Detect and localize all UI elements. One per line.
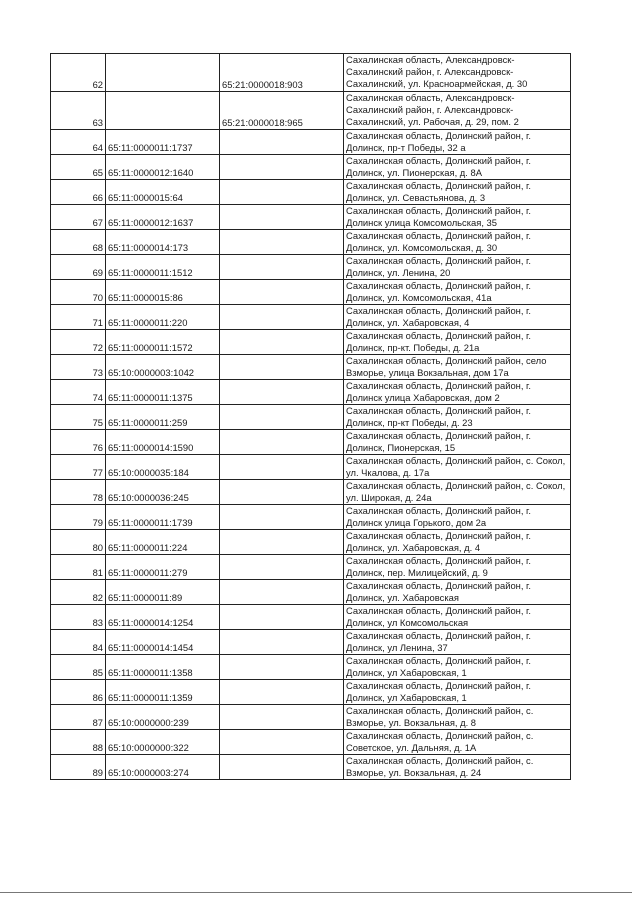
table-row bbox=[51, 230, 571, 255]
address: Сахалинская область, Долинский район, г. Долинск, ул Хабаровская, 1 bbox=[344, 680, 571, 705]
cadastral-number-alt bbox=[220, 555, 344, 580]
cadastral-number-alt bbox=[220, 655, 344, 680]
cadastral-number: 65:11:0000012:1637 bbox=[106, 205, 220, 230]
row-number: 73 bbox=[51, 355, 106, 380]
table-row bbox=[51, 155, 571, 180]
cadastral-number-alt bbox=[220, 180, 344, 205]
cadastral-number-alt bbox=[220, 230, 344, 255]
cadastral-number-alt bbox=[220, 130, 344, 155]
table-row bbox=[51, 54, 571, 92]
row-number: 71 bbox=[51, 305, 106, 330]
cadastral-number-alt bbox=[220, 330, 344, 355]
cadastral-number-alt bbox=[220, 255, 344, 280]
cadastral-number: 65:10:0000000:239 bbox=[106, 705, 220, 730]
cadastral-number: 65:11:0000011:1358 bbox=[106, 655, 220, 680]
row-number: 87 bbox=[51, 705, 106, 730]
row-number: 78 bbox=[51, 480, 106, 505]
row-number: 89 bbox=[51, 755, 106, 780]
table-row bbox=[51, 480, 571, 505]
address: Сахалинская область, Долинский район, г. Долинск, ул. Комсомольская, 41а bbox=[344, 280, 571, 305]
row-number: 86 bbox=[51, 680, 106, 705]
cadastral-number: 65:11:0000011:1572 bbox=[106, 330, 220, 355]
address: Сахалинская область, Долинский район, с. Сокол, ул. Чкалова, д. 17а bbox=[344, 455, 571, 480]
row-number: 80 bbox=[51, 530, 106, 555]
address: Сахалинская область, Долинский район, г. Долинск, ул. Хабаровская bbox=[344, 580, 571, 605]
address: Сахалинская область, Долинский район, г. Долинск улица Комсомольская, 35 bbox=[344, 205, 571, 230]
address: Сахалинская область, Долинский район, г. Долинск, ул. Хабаровская, д. 4 bbox=[344, 530, 571, 555]
address: Сахалинская область, Александровск-Сахалинский район, г. Александровск-Сахалинский, ул. Красноармейская, д. 30 bbox=[344, 54, 571, 92]
cadastral-number: 65:11:0000011:1512 bbox=[106, 255, 220, 280]
address: Сахалинская область, Долинский район, г. Долинск, пр-кт. Победы, д. 21а bbox=[344, 330, 571, 355]
address: Сахалинская область, Долинский район, г. Долинск, ул. Ленина, 20 bbox=[344, 255, 571, 280]
cadastral-number: 65:11:0000015:64 bbox=[106, 180, 220, 205]
cadastral-number-alt bbox=[220, 730, 344, 755]
cadastral-number-alt bbox=[220, 155, 344, 180]
address: Сахалинская область, Долинский район, г. Долинск, пер. Милицейский, д. 9 bbox=[344, 555, 571, 580]
address: Сахалинская область, Долинский район, с. Взморье, ул. Вокзальная, д. 24 bbox=[344, 755, 571, 780]
row-number: 88 bbox=[51, 730, 106, 755]
cadastral-number-alt bbox=[220, 205, 344, 230]
table-row bbox=[51, 530, 571, 555]
cadastral-number: 65:11:0000011:220 bbox=[106, 305, 220, 330]
address: Сахалинская область, Долинский район, г. Долинск улица Горького, дом 2а bbox=[344, 505, 571, 530]
property-table bbox=[50, 53, 571, 780]
row-number: 85 bbox=[51, 655, 106, 680]
cadastral-number-alt bbox=[220, 305, 344, 330]
table-row bbox=[51, 630, 571, 655]
cadastral-number: 65:11:0000012:1640 bbox=[106, 155, 220, 180]
cadastral-number: 65:11:0000011:1359 bbox=[106, 680, 220, 705]
cadastral-number-alt bbox=[220, 755, 344, 780]
address: Сахалинская область, Александровск-Сахалинский район, г. Александровск-Сахалинский, ул. Рабочая, д. 29, пом. 2 bbox=[344, 92, 571, 130]
cadastral-number-alt: 65:21:0000018:965 bbox=[220, 92, 344, 130]
cadastral-number: 65:11:0000015:86 bbox=[106, 280, 220, 305]
row-number: 84 bbox=[51, 630, 106, 655]
row-number: 68 bbox=[51, 230, 106, 255]
table-row bbox=[51, 380, 571, 405]
cadastral-number: 65:10:0000003:1042 bbox=[106, 355, 220, 380]
cadastral-number-alt bbox=[220, 630, 344, 655]
page-bottom-divider bbox=[0, 892, 632, 893]
row-number: 66 bbox=[51, 180, 106, 205]
cadastral-number: 65:10:0000036:245 bbox=[106, 480, 220, 505]
cadastral-number-alt bbox=[220, 530, 344, 555]
table-row bbox=[51, 430, 571, 455]
address: Сахалинская область, Долинский район, г. Долинск, Пионерская, 15 bbox=[344, 430, 571, 455]
row-number: 70 bbox=[51, 280, 106, 305]
cadastral-number: 65:11:0000014:173 bbox=[106, 230, 220, 255]
row-number: 83 bbox=[51, 605, 106, 630]
cadastral-number-alt bbox=[220, 680, 344, 705]
cadastral-number-alt bbox=[220, 605, 344, 630]
address: Сахалинская область, Долинский район, г. Долинск, пр-кт Победы, д. 23 bbox=[344, 405, 571, 430]
table-row bbox=[51, 605, 571, 630]
address: Сахалинская область, Долинский район, с. Сокол, ул. Широкая, д. 24а bbox=[344, 480, 571, 505]
row-number: 81 bbox=[51, 555, 106, 580]
cadastral-number-alt bbox=[220, 380, 344, 405]
address: Сахалинская область, Долинский район, г. Долинск улица Хабаровская, дом 2 bbox=[344, 380, 571, 405]
table-row bbox=[51, 730, 571, 755]
table-row bbox=[51, 305, 571, 330]
table-row bbox=[51, 505, 571, 530]
table-row bbox=[51, 405, 571, 430]
table-row bbox=[51, 205, 571, 230]
address: Сахалинская область, Долинский район, г. Долинск, ул Хабаровская, 1 bbox=[344, 655, 571, 680]
cadastral-number: 65:10:0000035:184 bbox=[106, 455, 220, 480]
table-row bbox=[51, 92, 571, 130]
table-row bbox=[51, 355, 571, 380]
row-number: 75 bbox=[51, 405, 106, 430]
table-row bbox=[51, 655, 571, 680]
address: Сахалинская область, Долинский район, г. Долинск, ул Комсомольская bbox=[344, 605, 571, 630]
cadastral-number-alt bbox=[220, 280, 344, 305]
address: Сахалинская область, Долинский район, г. Долинск, ул Ленина, 37 bbox=[344, 630, 571, 655]
cadastral-number-alt bbox=[220, 505, 344, 530]
table-row bbox=[51, 580, 571, 605]
table-row bbox=[51, 280, 571, 305]
table-row bbox=[51, 130, 571, 155]
cadastral-number: 65:11:0000011:259 bbox=[106, 405, 220, 430]
cadastral-number-alt bbox=[220, 430, 344, 455]
cadastral-number: 65:11:0000014:1590 bbox=[106, 430, 220, 455]
cadastral-number bbox=[106, 92, 220, 130]
cadastral-number: 65:11:0000014:1254 bbox=[106, 605, 220, 630]
table-row bbox=[51, 180, 571, 205]
address: Сахалинская область, Долинский район, г. Долинск, ул. Пионерская, д. 8А bbox=[344, 155, 571, 180]
address: Сахалинская область, Долинский район, г. Долинск, ул. Севастьянова, д. 3 bbox=[344, 180, 571, 205]
table-row bbox=[51, 755, 571, 780]
row-number: 77 bbox=[51, 455, 106, 480]
cadastral-number-alt bbox=[220, 455, 344, 480]
table-row bbox=[51, 680, 571, 705]
address: Сахалинская область, Долинский район, г. Долинск, ул. Хабаровская, 4 bbox=[344, 305, 571, 330]
table-row bbox=[51, 255, 571, 280]
row-number: 74 bbox=[51, 380, 106, 405]
row-number: 76 bbox=[51, 430, 106, 455]
cadastral-number-alt bbox=[220, 405, 344, 430]
cadastral-number-alt bbox=[220, 705, 344, 730]
cadastral-number-alt bbox=[220, 580, 344, 605]
row-number: 63 bbox=[51, 92, 106, 130]
cadastral-number: 65:11:0000011:279 bbox=[106, 555, 220, 580]
cadastral-number: 65:11:0000011:89 bbox=[106, 580, 220, 605]
address: Сахалинская область, Долинский район, село Взморье, улица Вокзальная, дом 17а bbox=[344, 355, 571, 380]
cadastral-number: 65:11:0000011:1375 bbox=[106, 380, 220, 405]
cadastral-number bbox=[106, 54, 220, 92]
row-number: 79 bbox=[51, 505, 106, 530]
row-number: 64 bbox=[51, 130, 106, 155]
cadastral-number: 65:11:0000014:1454 bbox=[106, 630, 220, 655]
cadastral-number-alt bbox=[220, 355, 344, 380]
row-number: 72 bbox=[51, 330, 106, 355]
cadastral-number-alt: 65:21:0000018:903 bbox=[220, 54, 344, 92]
table-row bbox=[51, 455, 571, 480]
row-number: 69 bbox=[51, 255, 106, 280]
table-row bbox=[51, 330, 571, 355]
table-row bbox=[51, 555, 571, 580]
table-row bbox=[51, 705, 571, 730]
row-number: 82 bbox=[51, 580, 106, 605]
cadastral-number-alt bbox=[220, 480, 344, 505]
address: Сахалинская область, Долинский район, г. Долинск, ул. Комсомольская, д. 30 bbox=[344, 230, 571, 255]
address: Сахалинская область, Долинский район, с. Взморье, ул. Вокзальная, д. 8 bbox=[344, 705, 571, 730]
cadastral-number: 65:10:0000003:274 bbox=[106, 755, 220, 780]
cadastral-number: 65:11:0000011:224 bbox=[106, 530, 220, 555]
row-number: 67 bbox=[51, 205, 106, 230]
row-number: 65 bbox=[51, 155, 106, 180]
cadastral-number: 65:11:0000011:1737 bbox=[106, 130, 220, 155]
cadastral-number: 65:11:0000011:1739 bbox=[106, 505, 220, 530]
address: Сахалинская область, Долинский район, с. Советское, ул. Дальняя, д. 1А bbox=[344, 730, 571, 755]
cadastral-number: 65:10:0000000:322 bbox=[106, 730, 220, 755]
address: Сахалинская область, Долинский район, г. Долинск, пр-т Победы, 32 а bbox=[344, 130, 571, 155]
row-number: 62 bbox=[51, 54, 106, 92]
